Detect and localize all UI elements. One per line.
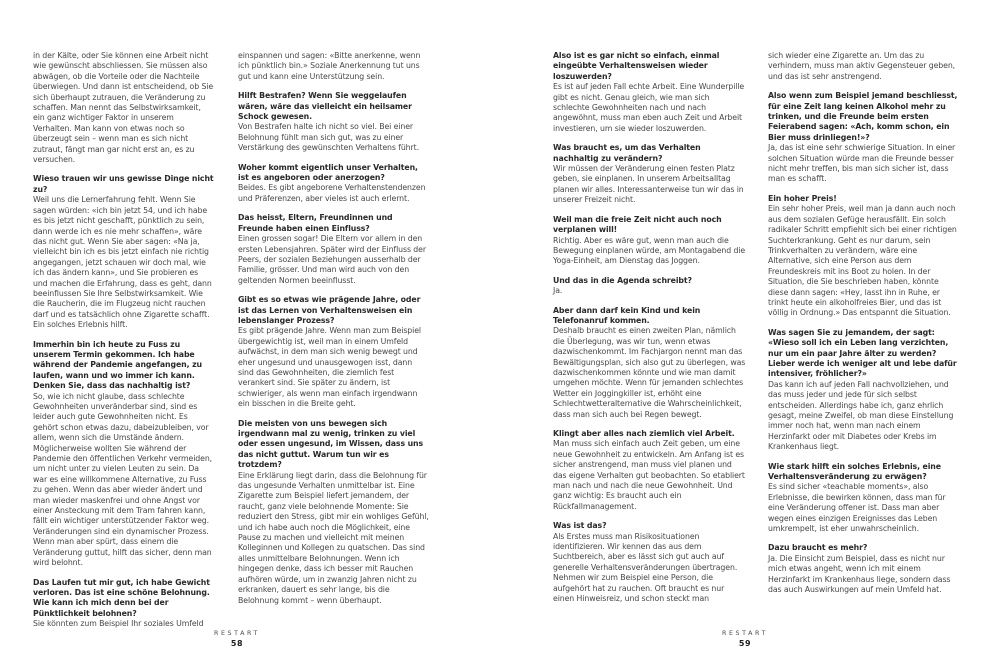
interview-question: Gibt es so etwas wie prägende Jahre, oder ist das Lernen von Verhaltensweisen ein lebenslanger Prozess?: [238, 295, 421, 325]
text-column-1: [33, 51, 214, 639]
interview-answer: Als Erstes muss man Risikosituationen identifizieren. Wir kennen das aus dem Suchtbereich, aber es lässt sich gut auch auf generelle Verhaltensveränderungen übertragen. Nehmen wir zum Beispiel eine Person, die aufgehört hat zu rauchen. Oft braucht es nur einen Hinweisreiz, und schon steckt man: [553, 531, 738, 604]
interview-question: Woher kommt eigentlich unser Verhalten, ist es angeboren oder anerzogen?: [238, 162, 418, 183]
interview-answer: einspannen und sagen: «Bitte anerkenne, wenn ich pünktlich bin.» Soziale Anerkennung tut uns gut und kann eine Unterstützung sein.: [238, 51, 421, 81]
interview-answer: Ein sehr hoher Preis, weil man ja dann auch noch aus dem sozialen Gefüge herausfällt. Ein solch radikaler Schritt empfiehlt sich bei einer richtigen Suchterkrankung. Geht es nur darum, sein Trinkverhalten zu verändern, wäre eine Alternative, sich eine Person aus dem Freundeskreis mit ins Boot zu holen. In der Situation, die Sie beschrieben haben, könnte diese dann sagen: «Hey, lasst ihn in Ruhe, er trinkt heute ein alkoholfreies Bier, und das ist völlig in Ordnung.» Das entspannt die Situation.: [768, 204, 957, 318]
interview-question: Was braucht es, um das Verhalten nachhaltig zu verändern?: [553, 143, 701, 163]
interview-question: Immerhin bin ich heute zu Fuss zu unserem Termin gekommen. Ich habe während der Pandemie angefangen, zu laufen, wann und wo immer ich kann. Denken Sie, dass das nachhaltig ist?: [33, 339, 202, 391]
text-column-3: [553, 51, 746, 614]
interview-answer: Es ist auf jeden Fall echte Arbeit. Eine Wunderpille gibt es nicht. Genau gleich, wie man sich schlechte Gewohnheiten nach und nach angewöhnt, muss man eben auch Zeit und Arbeit investieren, um sie wieder loszuwerden.: [553, 82, 745, 133]
page-number-58: 58: [230, 639, 244, 648]
text-column-2: [238, 51, 429, 615]
interview-question: Dazu braucht es mehr?: [768, 543, 868, 553]
interview-question: Und das in die Agenda schreibt?: [553, 275, 692, 285]
interview-answer: Man muss sich einfach auch Zeit geben, um eine neue Gewohnheit zu entwickeln. Am Anfang ist es sicher anstrengend, man muss viel planen und das eigene Verhalten gut beobachten. So etabliert man nach und nach die neue Gewohnheit. Und ganz wichtig: Es braucht auch ein Rückfallmanagement.: [553, 439, 745, 511]
page-footer-left: [137, 630, 337, 648]
interview-answer: Wir müssen der Veränderung einen festen Platz geben, sie einplanen. In unserem Arbeitsalltag planen wir alles. Interessanterweise tun wir das in unserer Freizeit nicht.: [553, 164, 744, 205]
interview-question: Was sagen Sie zu jemandem, der sagt: «Wieso soll ich ein Leben lang verzichten, nur um ein paar Jahre älter zu werden? Lieber werde ich weniger alt und lebe dafür intensiver, fröhlicher?»: [768, 327, 957, 379]
page-footer-right: [645, 630, 845, 648]
interview-answer: Es sind sicher «teachable moments», also Erlebnisse, die bewirken können, dass man für eine Veränderung offener ist. Dass man aber wegen eines einzigen Ereignisses das Leben umkrempelt, ist eher unwahrscheinlich.: [768, 482, 946, 534]
book-title: RESTART: [722, 630, 768, 637]
interview-answer: in der Kälte, oder Sie können eine Arbeit nicht wie gewünscht abschliessen. Sie müssen also abwägen, ob die Vorteile oder die Nachteile überwiegen. Und dann ist entscheidend, ob Sie sich überhaupt zutrauen, die Veränderung zu schaffen. Man nennt das Selbstwirksamkeit, ein ganz wichtiger Faktor in unserem Verhalten. Man kann von etwas noch so überzeugt sein – wenn man es sich nicht zutraut, fängt man gar nicht erst an, es zu versuchen.: [33, 51, 214, 165]
interview-answer: Beides. Es gibt angeborene Verhaltenstendenzen und Präferenzen, aber vieles ist auch erlernt.: [238, 183, 426, 203]
interview-question: Klingt aber alles nach ziemlich viel Arbeit.: [553, 429, 735, 438]
interview-answer: Ja. Die Einsicht zum Beispiel, dass es nicht nur mich etwas angeht, wenn ich mit einem Herzinfarkt im Krankenhaus liege, sondern dass das auch Auswirkungen auf mein Umfeld hat.: [768, 553, 951, 595]
interview-question: Was ist das?: [553, 521, 607, 531]
interview-answer: Ja.: [553, 286, 563, 296]
interview-answer: Das kann ich auf jeden Fall nachvollziehen, und das muss jeder und jede für sich selbst entscheiden. Allerdings habe ich, ganz ehrlich gesagt, meine Zweifel, ob man diese Einstellung immer noch hat, wenn man nach einem Herzinfarkt oder mit Diabetes oder Krebs im Krankenhaus liegt.: [768, 379, 954, 452]
book-title: RESTART: [214, 630, 260, 637]
page-number-59: 59: [738, 639, 752, 648]
interview-question: Aber dann darf kein Kind und kein Telefonanruf kommen.: [553, 305, 701, 325]
interview-question: Also wenn zum Beispiel jemand beschliesst, für eine Zeit lang keinen Alkohol mehr zu trinken, und die Freunde beim ersten Feierabend sagen: «Ach, komm schon, ein Bier muss drinliegen!»?: [768, 91, 958, 142]
interview-answer: Weil uns die Lernerfahrung fehlt. Wenn Sie sagen würden: «ich bin jetzt 54, und ich habe es bis jetzt nicht geschafft, pünktlich zu sein, dann werde ich es nie mehr schaffen», wäre das nicht gut. Wenn Sie aber sagen: «Na ja, vielleicht bin ich es bis jetzt einfach nie richtig angegangen, jetzt schauen wir doch mal, wie ich das ändern kann», und Sie probieren es und machen die Erfahrung, dass es geht, dann beeinflussen Sie Ihre Selbstwirksamkeit. Wie die Raucherin, die im Flugzeug nicht rauchen darf und es tatsächlich ohne Zigarette schafft. Ein solches Erlebnis hilft.: [33, 195, 212, 330]
interview-answer: Ja, das ist eine sehr schwierige Situation. In einer solchen Situation würde man die Freunde besser nicht mehr treffen, bis man sich sicher ist, dass man es schafft.: [768, 143, 956, 184]
interview-question: Weil man die freie Zeit nicht auch noch verplanen will!: [553, 214, 722, 235]
interview-answer: Von Bestrafen halte ich nicht so viel. Bei einer Belohnung fühlt man sich gut, was zu einer Verstärkung des gewünschten Verhaltens führt.: [238, 122, 419, 153]
interview-question: Wieso trauen wir uns gewisse Dinge nicht zu?: [33, 174, 214, 194]
interview-answer: sich wieder eine Zigarette an. Um das zu verhindern, muss man aktiv Gegensteuer geben, und das ist sehr anstrengend.: [768, 51, 956, 81]
interview-question: Die meisten von uns bewegen sich irgendwann mal zu wenig, trinken zu viel oder essen ungesund, im Wissen, dass uns das nicht guttut. Warum tun wir es trotzdem?: [238, 418, 424, 470]
interview-answer: Deshalb braucht es einen zweiten Plan, nämlich die Überlegung, was wir tun, wenn etwas dazwischenkommt. Im Fachjargon nennt man das Bewältigungsplan, sich also gut zu überlegen, was dazwischenkommen könnte und wie man damit umgehen möchte. Wenn für jemanden schlechtes Wetter ein Joggingkiller ist, erhöht eine Schlechtwetteralternative die Wahrscheinlichkeit, dass man sich auch bei Regen bewegt.: [553, 326, 746, 419]
interview-question: Also ist es gar nicht so einfach, einmal eingeübte Verhaltensweisen wieder loszuwerden?: [553, 51, 720, 81]
interview-answer: Sie könnten zum Beispiel Ihr soziales Umfeld: [33, 619, 204, 629]
interview-question: Hilft Bestrafen? Wenn Sie weggelaufen wären, wäre das vielleicht ein heilsamer Schock gewesen.: [238, 91, 412, 122]
interview-answer: Es gibt prägende Jahre. Wenn man zum Beispiel übergewichtig ist, weil man in einem Umfeld aufwächst, in dem man sich wenig bewegt und eher ungesund und unausgewogen isst, dann sind das Gewohnheiten, die ziemlich fest verankert sind. Sie später zu ändern, ist schwieriger, als wenn man einfach irgendwann ein bisschen in die Breite geht.: [238, 326, 421, 409]
interview-question: Das Laufen tut mir gut, ich habe Gewicht verloren. Das ist eine schöne Belohnung. Wie kann ich mich denn bei der Pünktlichkeit belohnen?: [33, 577, 210, 618]
interview-answer: Richtig. Aber es wäre gut, wenn man auch die Bewegung einplanen würde, am Montagabend die Yoga-Einheit, am Dienstag das Joggen.: [553, 235, 746, 266]
interview-question: Ein hoher Preis!: [768, 193, 837, 203]
interview-answer: Einen grossen sogar! Die Eltern vor allem in den ersten Lebensjahren. Später wird der Einfluss der Peers, der sozialen Beziehungen ausserhalb der Familie, grösser. Und man wird auch von den geltenden Normen beeinflusst.: [238, 234, 426, 285]
interview-question: Das heisst, Eltern, Freundinnen und Freunde haben einen Einfluss?: [238, 213, 393, 233]
text-column-4: [768, 51, 961, 605]
interview-answer: Eine Erklärung liegt darin, dass die Belohnung für das ungesunde Verhalten unmittelbar ist. Eine Zigarette zum Beispiel liefert jemandem, der raucht, ganz viele belohnende Momente: Sie reduziert den Stress, gibt mir ein wohliges Gefühl, und ich habe auch noch die Möglichkeit, eine Pause zu machen und vielleicht mit meinen Kolleginnen und Kollegen zu quatschen. Das sind alles unmittelbare Belohnungen. Wenn ich hingegen denke, dass ich besser mit Rauchen aufhören würde, um in zwanzig Jahren nicht zu erkranken, dauert es sehr lange, bis die Belohnung kommt – wenn überhaupt.: [238, 470, 429, 605]
interview-answer: So, wie ich nicht glaube, dass schlechte Gewohnheiten unveränderbar sind, sind es leider auch gute Gewohnheiten nicht. Es gehört schon etwas dazu, dabeizubleiben, vor allem, wenn sich die Umstände ändern. Möglicherweise wollten Sie während der Pandemie den öffentlichen Verkehr vermeiden, um nicht unter zu vielen Leuten zu sein. Da war es eine willkommene Alternative, zu Fuss zu gehen. Wenn das aber wieder ändert und man wieder maskenfrei und ohne Angst vor einer Ansteckung mit dem Tram fahren kann, fällt ein wichtiger unterstützender Faktor weg. Veränderungen sind ein dynamischer Prozess. Wenn man aber spürt, dass einem die Veränderung guttut, hilft das sicher, denn man wird belohnt.: [33, 391, 213, 568]
interview-question: Wie stark hilft ein solches Erlebnis, eine Verhaltensveränderung zu erwägen?: [768, 461, 941, 482]
